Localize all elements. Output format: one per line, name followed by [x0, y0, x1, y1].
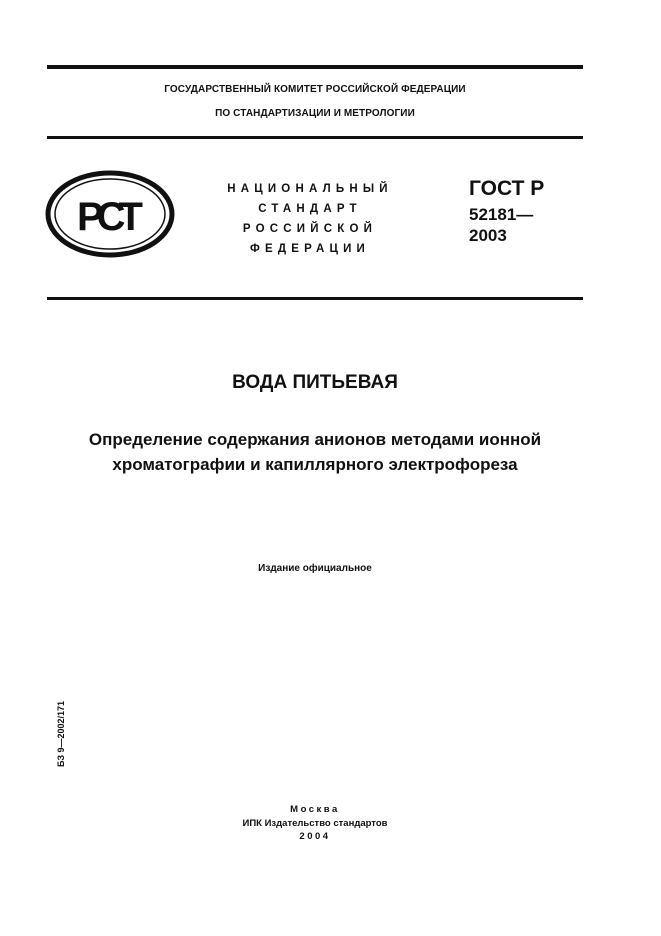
edition-label: Издание официальное	[258, 563, 372, 574]
logo-text: РСТ	[76, 195, 138, 239]
imprint-publisher: ИПК Издательство стандартов	[242, 818, 388, 829]
middle-rule	[47, 136, 583, 139]
side-code: БЗ 9—2002/171	[56, 700, 66, 767]
committee-line-1: ГОСУДАРСТВЕННЫЙ КОМИТЕТ РОССИЙСКОЙ ФЕДЕРАЦИИ	[164, 84, 466, 95]
gost-number-line-2: 2003	[469, 226, 507, 245]
committee-line-2: ПО СТАНДАРТИЗАЦИИ И МЕТРОЛОГИИ	[215, 108, 415, 119]
national-standard-line-2: СТАНДАРТ	[258, 203, 362, 215]
document-title: ВОДА ПИТЬЕВАЯ	[232, 372, 398, 393]
rst-logo-icon	[45, 170, 175, 258]
bottom-rule	[47, 297, 583, 300]
top-rule	[47, 65, 583, 69]
national-standard-line-1: НАЦИОНАЛЬНЫЙ	[227, 183, 393, 195]
national-standard-line-3: РОССИЙСКОЙ	[242, 223, 378, 235]
gost-designation-title: ГОСТ Р	[469, 177, 545, 200]
national-standard-line-4: ФЕДЕРАЦИИ	[249, 243, 371, 255]
imprint-year: 2004	[299, 831, 331, 842]
gost-number-line-1: 52181—	[469, 205, 534, 224]
imprint-city: Москва	[290, 804, 340, 815]
document-subtitle: Определение содержания анионов методами ионной хроматографии и капиллярного электрофореза	[88, 430, 542, 474]
